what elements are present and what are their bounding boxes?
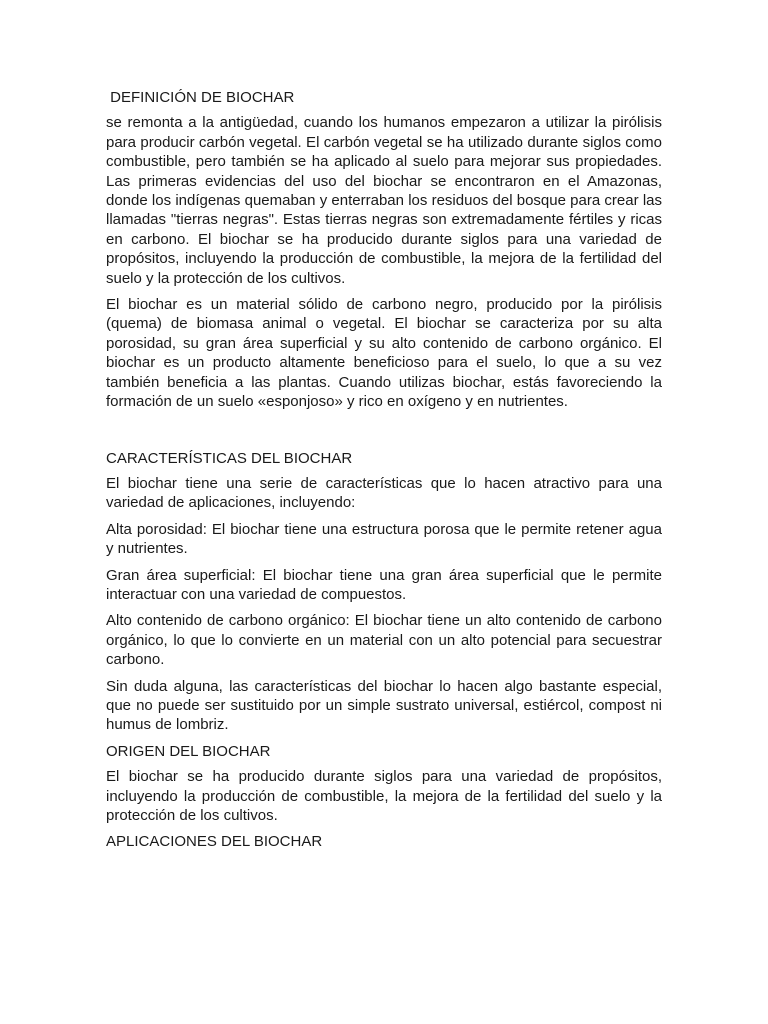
section-spacer xyxy=(106,419,662,449)
paragraph-origen: El biochar se ha producido durante siglos para una variedad de propósitos, incluyendo la producción de combustible, la mejora de la fertilidad del suelo y la protección de los cultivos. xyxy=(106,768,662,824)
paragraph-alto-contenido-carbono: Alto contenido de carbono orgánico: El biochar tiene un alto contenido de carbono orgánico, lo que lo convierte en un material con un alto potencial para secuestrar carbono. xyxy=(106,612,662,669)
paragraph-definicion-historia: se remonta a la antigüedad, cuando los humanos empezaron a utilizar la pirólisis para producir carbón vegetal. El carbón vegetal se ha utilizado durante siglos como combustible, pero también se ha aplicado al suelo para mejorar sus propiedades. Las primeras evidencias del uso del biochar se encontraron en el Amazonas, donde los indígenas quemaban y enterraban los residuos del bosque para crear las llamadas "tierras negras". Estas tierras negras son extremadamente fértiles y ricas en carbono. El biochar se ha producido durante siglos para una variedad de propósitos, incluyendo la producción de combustible, la mejora de la fertilidad del suelo y la protección de los cultivos. xyxy=(106,114,662,287)
paragraph-gran-area-superficial: Gran área superficial: El biochar tiene una gran área superficial que le permite interactuar con una variedad de compuestos. xyxy=(106,566,662,603)
paragraph-caracteristicas-intro: El biochar tiene una serie de características que lo hacen atractivo para una variedad de aplicaciones, incluyendo: xyxy=(106,474,662,512)
heading-caracteristicas: CARACTERÍSTICAS DEL BIOCHAR xyxy=(106,449,353,467)
paragraph-sin-duda: Sin duda alguna, las características del biochar lo hacen algo bastante especial, que no puede ser sustituido por un simple sustrato universal, estiércol, compost ni humus de lombriz. xyxy=(106,677,662,734)
paragraph-definicion-material: El biochar es un material sólido de carbono negro, producido por la pirólisis (quema) de biomasa animal o vegetal. El biochar se caracteriza por su alta porosidad, su gran área superficial y su alto contenido de carbono orgánico. El biochar es un producto altamente beneficioso para el suelo, lo que a su vez también beneficia a las plantas. Cuando utilizas biochar, estás favoreciendo la formación de un suelo «esponjoso» y rico en oxígeno y en nutrientes. xyxy=(106,296,662,411)
paragraph-alta-porosidad: Alta porosidad: El biochar tiene una estructura porosa que le permite retener agua y nutrientes. xyxy=(106,520,662,558)
heading-aplicaciones: APLICACIONES DEL BIOCHAR xyxy=(106,833,323,851)
heading-origen: ORIGEN DEL BIOCHAR xyxy=(106,742,271,760)
document-page xyxy=(106,88,662,858)
heading-definicion: DEFINICIÓN DE BIOCHAR xyxy=(106,89,295,106)
